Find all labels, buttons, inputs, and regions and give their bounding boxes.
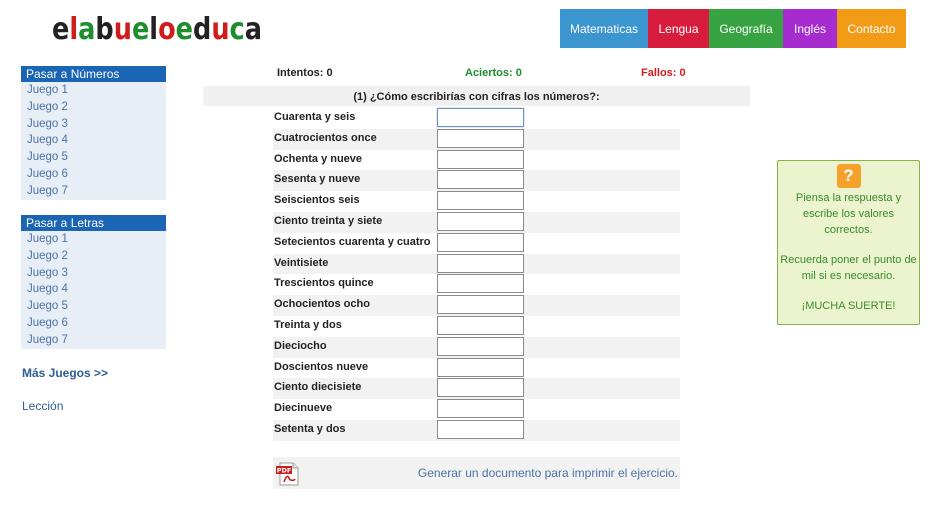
sidebar-letras-title: Pasar a Letras (21, 215, 166, 231)
number-words-label: Ochenta y nueve (274, 152, 363, 165)
sidebar-numeros (21, 66, 166, 200)
sidebar-letras-juego-3[interactable]: Juego 3 (27, 266, 68, 279)
sidebar-numeros-list (21, 82, 166, 200)
exercise-row (273, 295, 680, 316)
answer-input[interactable] (437, 295, 524, 314)
answer-input[interactable] (437, 129, 524, 148)
exercise-row (273, 150, 680, 171)
exercise-table (273, 108, 680, 441)
exercise-row (273, 358, 680, 379)
answer-input[interactable] (437, 358, 524, 377)
sidebar-letras-juego-1[interactable]: Juego 1 (27, 233, 68, 245)
more-games-link[interactable]: Más Juegos >> (22, 366, 109, 380)
exercise-row (273, 254, 680, 275)
exercise-row (273, 170, 680, 191)
nav-matematicas[interactable]: Matematicas (560, 9, 648, 48)
help-text-3: ¡MUCHA SUERTE! (801, 300, 896, 312)
sidebar-numeros-juego-3[interactable]: Juego 3 (27, 117, 68, 130)
exercise-row (273, 316, 680, 337)
nav-contacto[interactable]: Contacto (837, 9, 906, 48)
number-words-label: Ochocientos ocho (274, 298, 370, 311)
sidebar-numeros-juego-6[interactable]: Juego 6 (27, 167, 68, 180)
sidebar-letras-juego-7[interactable]: Juego 7 (27, 333, 68, 346)
answer-input[interactable] (437, 378, 524, 397)
sidebar-letras-juego-6[interactable]: Juego 6 (27, 316, 68, 329)
exercise-row (273, 108, 680, 129)
top-nav (560, 9, 906, 48)
sidebar-letras-list (21, 231, 166, 349)
print-bar (273, 457, 680, 489)
sidebar-letras (21, 215, 166, 349)
sidebar-numeros-juego-5[interactable]: Juego 5 (27, 151, 68, 164)
exercise-row (273, 129, 680, 150)
sidebar-letras-juego-5[interactable]: Juego 5 (27, 300, 68, 313)
exercise-row (273, 337, 680, 358)
exercise-row (273, 233, 680, 254)
question-mark-icon: ? (837, 164, 861, 188)
nav-lengua[interactable]: Lengua (648, 9, 709, 48)
nav-geografia[interactable]: Geografía (709, 9, 783, 48)
exercise-row (273, 378, 680, 399)
print-document-link[interactable]: Generar un documento para imprimir el ejercicio. (417, 466, 678, 480)
logo-wordmark (52, 8, 267, 48)
number-words-label: Setenta y dos (274, 422, 346, 435)
answer-input[interactable] (437, 274, 524, 293)
sidebar-numeros-juego-2[interactable]: Juego 2 (27, 100, 68, 113)
attempts-counter: Intentos: 0 (277, 67, 333, 79)
number-words-label: Setecientos cuarenta y cuatro (274, 235, 431, 248)
number-words-label: Ciento diecisiete (274, 381, 362, 394)
number-words-label: Cuatrocientos once (274, 131, 377, 144)
errors-counter: Fallos: 0 (641, 67, 686, 79)
answer-input[interactable] (437, 150, 524, 169)
answer-input[interactable] (437, 420, 524, 439)
exercise-row (273, 399, 680, 420)
pdf-icon[interactable] (275, 461, 301, 487)
correct-counter: Aciertos: 0 (465, 67, 522, 79)
exercise-row (273, 274, 680, 295)
question-title: (1) ¿Cómo escribirías con cifras los números?: (203, 86, 750, 106)
answer-input[interactable] (437, 191, 524, 210)
number-words-label: Doscientos nueve (274, 360, 369, 373)
nav-ingles[interactable]: Inglés (783, 9, 837, 48)
exercise-row (273, 191, 680, 212)
answer-input[interactable] (437, 108, 524, 127)
site-logo[interactable] (52, 8, 267, 48)
exercise-row (273, 212, 680, 233)
sidebar-numeros-juego-1[interactable]: Juego 1 (27, 84, 68, 96)
logo-text: elabueloeduca (52, 12, 265, 47)
answer-input[interactable] (437, 254, 524, 273)
number-words-label: Dieciocho (274, 339, 327, 352)
lesson-link[interactable]: Lección (22, 399, 64, 413)
answer-input[interactable] (437, 212, 524, 231)
sidebar-letras-juego-2[interactable]: Juego 2 (27, 249, 68, 262)
number-words-label: Trescientos quince (274, 277, 374, 290)
sidebar-letras-juego-4[interactable]: Juego 4 (27, 283, 68, 296)
exercise-row (273, 420, 680, 441)
number-words-label: Cuarenta y seis (274, 111, 356, 123)
answer-input[interactable] (437, 337, 524, 356)
svg-text:PDF: PDF (276, 466, 292, 475)
sidebar-numeros-juego-4[interactable]: Juego 4 (27, 134, 68, 147)
help-box (777, 160, 920, 325)
answer-input[interactable] (437, 316, 524, 335)
help-text-1: Piensa la respuesta y escribe los valores correctos. (795, 192, 902, 236)
number-words-label: Sesenta y nueve (274, 173, 361, 186)
number-words-label: Treinta y dos (274, 318, 342, 331)
number-words-label: Diecinueve (274, 402, 333, 415)
answer-input[interactable] (437, 399, 524, 418)
sidebar-numeros-juego-7[interactable]: Juego 7 (27, 184, 68, 197)
help-text-2: Recuerda poner el punto de mil si es necesario. (780, 254, 917, 282)
answer-input[interactable] (437, 170, 524, 189)
sidebar-numeros-title: Pasar a Números (21, 66, 166, 82)
number-words-label: Ciento treinta y siete (274, 214, 383, 227)
number-words-label: Veintisiete (274, 256, 329, 269)
number-words-label: Seiscientos seis (274, 194, 360, 207)
answer-input[interactable] (437, 233, 524, 252)
